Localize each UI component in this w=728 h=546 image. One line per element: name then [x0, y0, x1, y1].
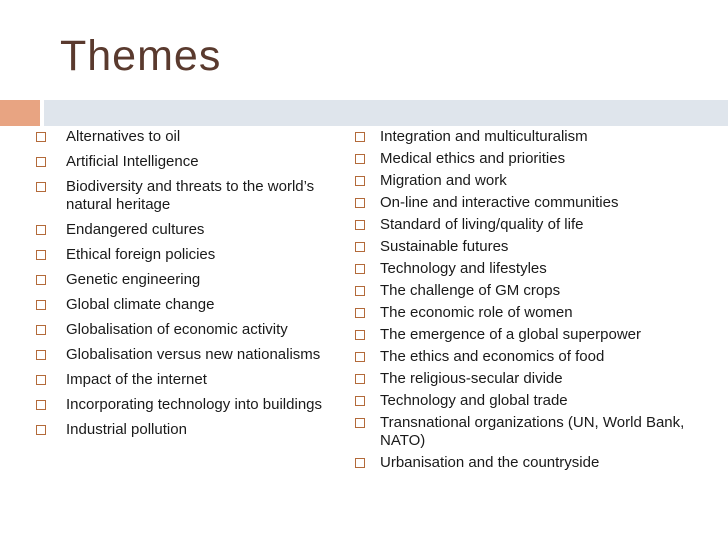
list-item	[36, 321, 326, 339]
square-bullet-icon	[36, 425, 46, 435]
list-item-label: The ethics and economics of food	[380, 348, 605, 365]
square-bullet-icon	[36, 225, 46, 235]
right-bullet-list	[355, 128, 725, 476]
list-item-label: Technology and lifestyles	[380, 260, 547, 277]
list-item	[36, 346, 326, 364]
list-item	[355, 150, 725, 168]
list-item	[36, 271, 326, 289]
list-item-label: Artificial Intelligence	[66, 153, 199, 170]
list-item-label: Migration and work	[380, 172, 507, 189]
square-bullet-icon	[355, 242, 365, 252]
square-bullet-icon	[36, 132, 46, 142]
list-item	[355, 304, 725, 322]
list-item-label: Transnational organizations (UN, World Bank, NATO)	[380, 414, 685, 449]
list-item	[36, 221, 326, 239]
list-item	[355, 172, 725, 190]
square-bullet-icon	[36, 182, 46, 192]
title-rule-accent	[0, 100, 40, 126]
list-item-label: Impact of the internet	[66, 371, 207, 388]
list-item	[355, 454, 725, 472]
square-bullet-icon	[355, 176, 365, 186]
list-item-label: Medical ethics and priorities	[380, 150, 566, 167]
title-rule	[0, 100, 728, 126]
list-item	[355, 128, 725, 146]
square-bullet-icon	[355, 374, 365, 384]
square-bullet-icon	[355, 418, 365, 428]
list-item	[36, 371, 326, 389]
list-item	[355, 282, 725, 300]
list-item	[36, 396, 326, 414]
square-bullet-icon	[355, 264, 365, 274]
square-bullet-icon	[36, 157, 46, 167]
list-item-label: Integration and multiculturalism	[380, 128, 588, 145]
square-bullet-icon	[355, 396, 365, 406]
list-item	[355, 348, 725, 366]
square-bullet-icon	[355, 154, 365, 164]
list-item-label: Endangered cultures	[66, 221, 205, 238]
slide-title: Themes	[60, 32, 222, 80]
list-item	[355, 260, 725, 278]
list-item	[355, 370, 725, 388]
list-item-label: Genetic engineering	[66, 271, 201, 288]
list-item-label: Standard of living/quality of life	[380, 216, 584, 233]
square-bullet-icon	[36, 250, 46, 260]
list-item-label: Industrial pollution	[66, 421, 187, 438]
square-bullet-icon	[355, 330, 365, 340]
list-item	[355, 238, 725, 256]
list-item-label: The challenge of GM crops	[380, 282, 561, 299]
list-item	[355, 392, 725, 410]
list-item-label: Globalisation of economic activity	[66, 321, 288, 338]
list-item	[355, 326, 725, 344]
list-item	[355, 414, 725, 450]
square-bullet-icon	[355, 458, 365, 468]
list-item	[355, 194, 725, 212]
list-item	[36, 296, 326, 314]
list-item	[36, 246, 326, 264]
list-item	[36, 421, 326, 439]
list-item-label: On-line and interactive communities	[380, 194, 619, 211]
square-bullet-icon	[355, 352, 365, 362]
square-bullet-icon	[355, 198, 365, 208]
list-item-label: Technology and global trade	[380, 392, 568, 409]
list-item-label: Alternatives to oil	[66, 128, 181, 145]
square-bullet-icon	[355, 286, 365, 296]
list-item-label: Incorporating technology into buildings	[66, 396, 323, 413]
list-item-label: The economic role of women	[380, 304, 573, 321]
list-item-label: The emergence of a global superpower	[380, 326, 641, 343]
list-item-label: Ethical foreign policies	[66, 246, 216, 263]
list-item-label: Sustainable futures	[380, 238, 509, 255]
list-item-label: The religious-secular divide	[380, 370, 563, 387]
square-bullet-icon	[36, 275, 46, 285]
square-bullet-icon	[36, 350, 46, 360]
square-bullet-icon	[355, 132, 365, 142]
list-item-label: Urbanisation and the countryside	[380, 454, 600, 471]
list-item-label: Biodiversity and threats to the world’s natural heritage	[66, 178, 315, 213]
list-item	[36, 128, 326, 146]
list-item	[36, 178, 326, 214]
title-rule-bar	[44, 100, 728, 126]
square-bullet-icon	[36, 300, 46, 310]
left-bullet-list	[36, 128, 326, 446]
square-bullet-icon	[36, 325, 46, 335]
square-bullet-icon	[355, 220, 365, 230]
square-bullet-icon	[36, 400, 46, 410]
list-item	[355, 216, 725, 234]
square-bullet-icon	[36, 375, 46, 385]
list-item-label: Global climate change	[66, 296, 215, 313]
list-item	[36, 153, 326, 171]
list-item-label: Globalisation versus new nationalisms	[66, 346, 321, 363]
square-bullet-icon	[355, 308, 365, 318]
